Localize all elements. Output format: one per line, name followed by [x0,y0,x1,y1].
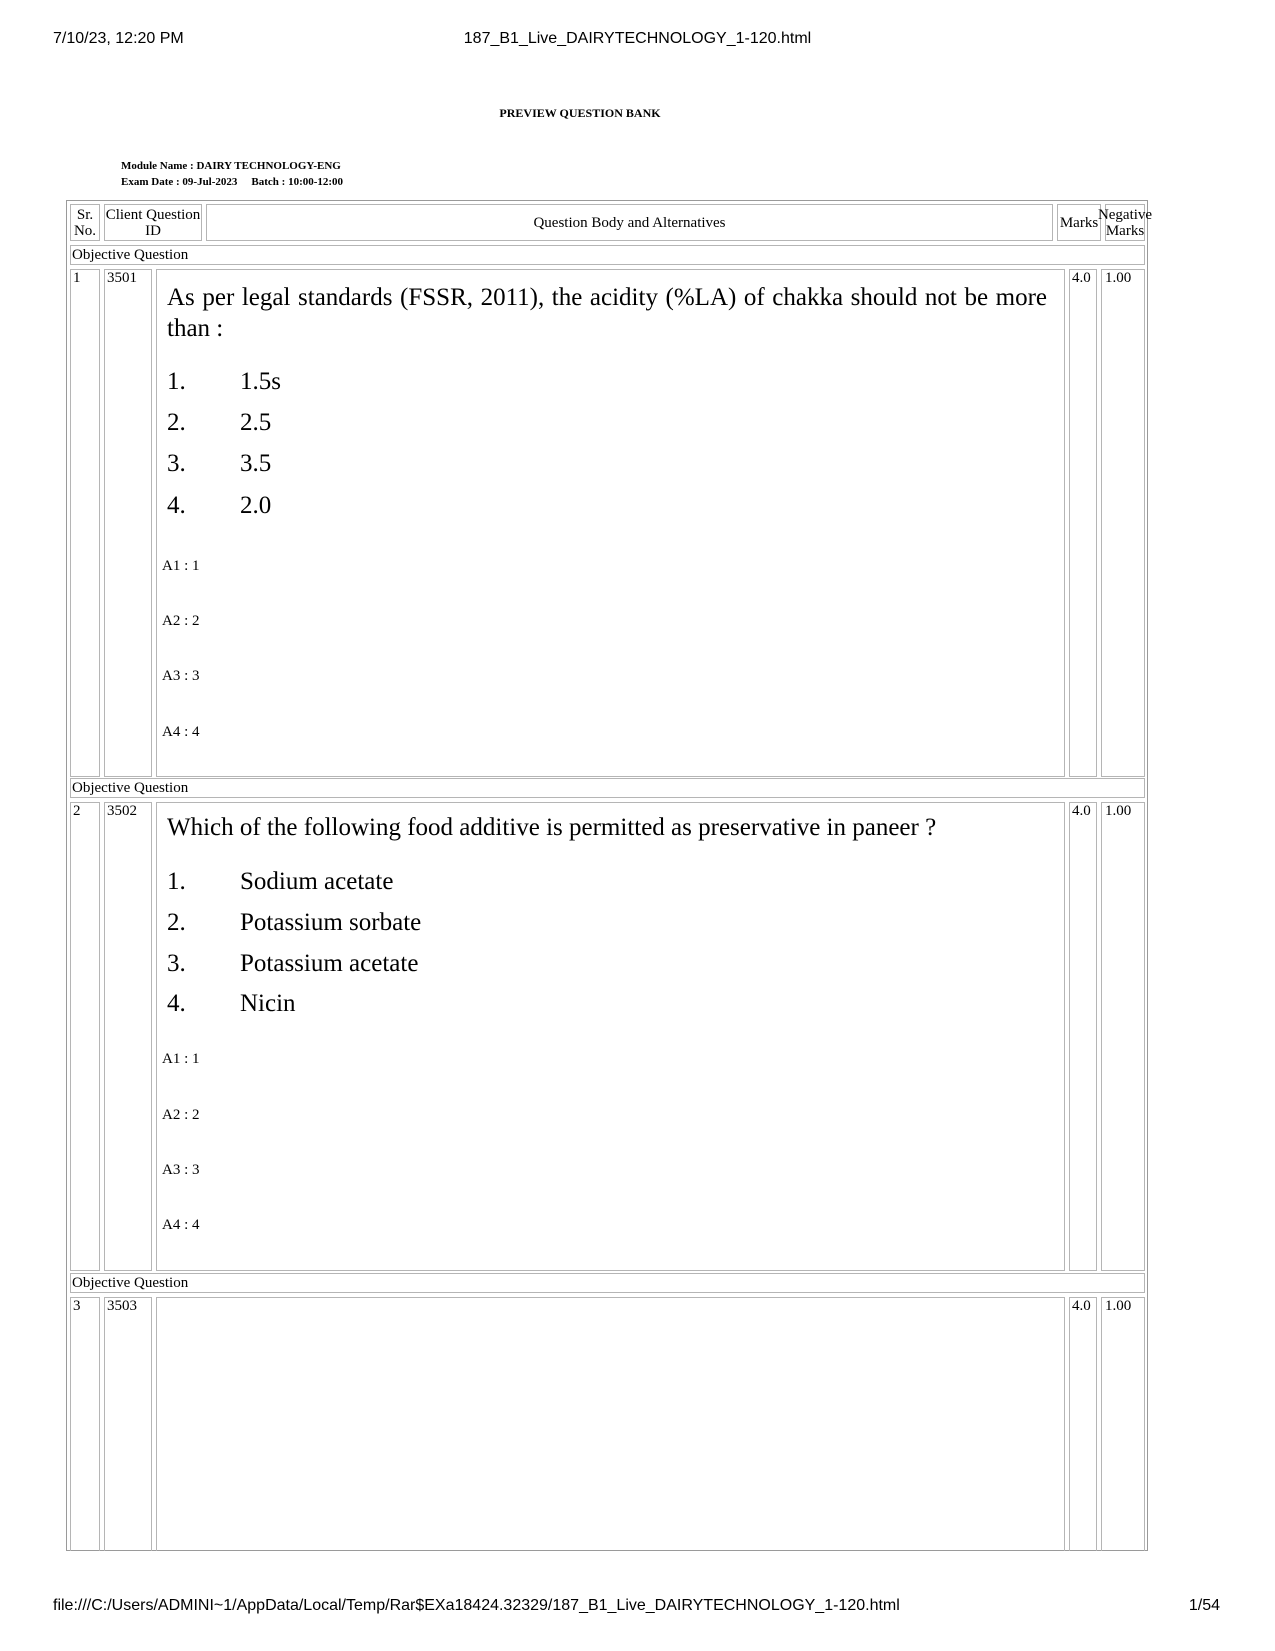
option-text: Nicin [240,990,296,1017]
question-body-cell [156,269,1065,777]
section-label: Objective Question [72,780,189,796]
sr-no: 2 [73,803,81,819]
sr-no: 1 [73,270,81,286]
marks-cell [1069,802,1097,1271]
marks-value: 4.0 [1072,803,1091,819]
section-row [70,778,1145,798]
option-number: 3. [167,450,186,477]
answer-alternative: A4 : 4 [162,724,200,740]
negative-marks-cell [1101,1297,1145,1551]
option-text: 2.5 [240,409,272,436]
option-number: 1. [167,868,186,895]
question-text: Which of the following food additive is permitted as preservative in paneer ? [167,814,937,841]
client-question-id: 3502 [107,803,137,819]
section-row [70,245,1145,265]
exam-date: Exam Date : 09-Jul-2023 [121,176,238,188]
option-number: 1. [167,368,186,395]
option-text: Potassium sorbate [240,909,422,936]
section-label: Objective Question [72,247,189,263]
print-doc-title: 187_B1_Live_DAIRYTECHNOLOGY_1-120.html [463,30,812,47]
answer-alternative: A3 : 3 [162,1162,200,1178]
option-text: Potassium acetate [240,950,419,977]
section-row [70,1273,1145,1293]
marks-cell [1069,269,1097,777]
option-number: 3. [167,950,186,977]
option-number: 2. [167,909,186,936]
option-text: Sodium acetate [240,868,394,895]
answer-alternative: A1 : 1 [162,1051,200,1067]
client-id-cell [104,1297,152,1551]
client-question-id: 3501 [107,270,137,286]
answer-alternative: A2 : 2 [162,1107,200,1123]
page-indicator: 1/54 [1188,1597,1220,1614]
client-question-id: 3503 [107,1298,137,1314]
print-datetime: 7/10/23, 12:20 PM [53,30,184,47]
sr-no: 3 [73,1298,81,1314]
section-label: Objective Question [72,1275,189,1291]
batch-time: Batch : 10:00-12:00 [251,176,344,188]
answer-alternative: A3 : 3 [162,668,200,684]
option-number: 4. [167,990,186,1017]
option-text: 3.5 [240,450,272,477]
print-file-path: file:///C:/Users/ADMINI~1/AppData/Local/Temp/Rar$EXa18424.32329/187_B1_Live_DAIRYTECHNOLOGY_1-120.html [53,1597,900,1614]
option-number: 4. [167,492,186,519]
header-sr-no: Sr. No. [70,204,100,241]
exam-info [121,176,343,188]
sr-no-cell [70,269,100,777]
header-client-question-id: Client Question ID [104,204,202,241]
module-name: Module Name : DAIRY TECHNOLOGY-ENG [121,160,341,172]
question-body-cell [156,802,1065,1271]
negative-marks-value: 1.00 [1105,1298,1132,1314]
marks-value: 4.0 [1072,1298,1091,1314]
client-id-cell [104,269,152,777]
negative-marks-cell [1101,269,1145,777]
marks-value: 4.0 [1072,270,1091,286]
option-text: 1.5s [240,368,281,395]
negative-marks-cell [1101,802,1145,1271]
sr-no-cell [70,1297,100,1551]
marks-cell [1069,1297,1097,1551]
client-id-cell [104,802,152,1271]
option-number: 2. [167,409,186,436]
negative-marks-value: 1.00 [1105,803,1132,819]
question-text: As per legal standards (FSSR, 2011), the acidity (%LA) of chakka should not be more than : [167,284,1047,342]
header-marks: Marks [1057,204,1101,241]
answer-alternative: A1 : 1 [162,558,200,574]
option-text: 2.0 [240,492,272,519]
page-title: PREVIEW QUESTION BANK [499,106,661,120]
sr-no-cell [70,802,100,1271]
answer-alternative: A4 : 4 [162,1217,200,1233]
negative-marks-value: 1.00 [1105,270,1132,286]
header-question-body: Question Body and Alternatives [206,204,1053,241]
question-body-cell [156,1297,1065,1551]
header-negative-marks: Negative Marks [1105,204,1145,241]
answer-alternative: A2 : 2 [162,613,200,629]
